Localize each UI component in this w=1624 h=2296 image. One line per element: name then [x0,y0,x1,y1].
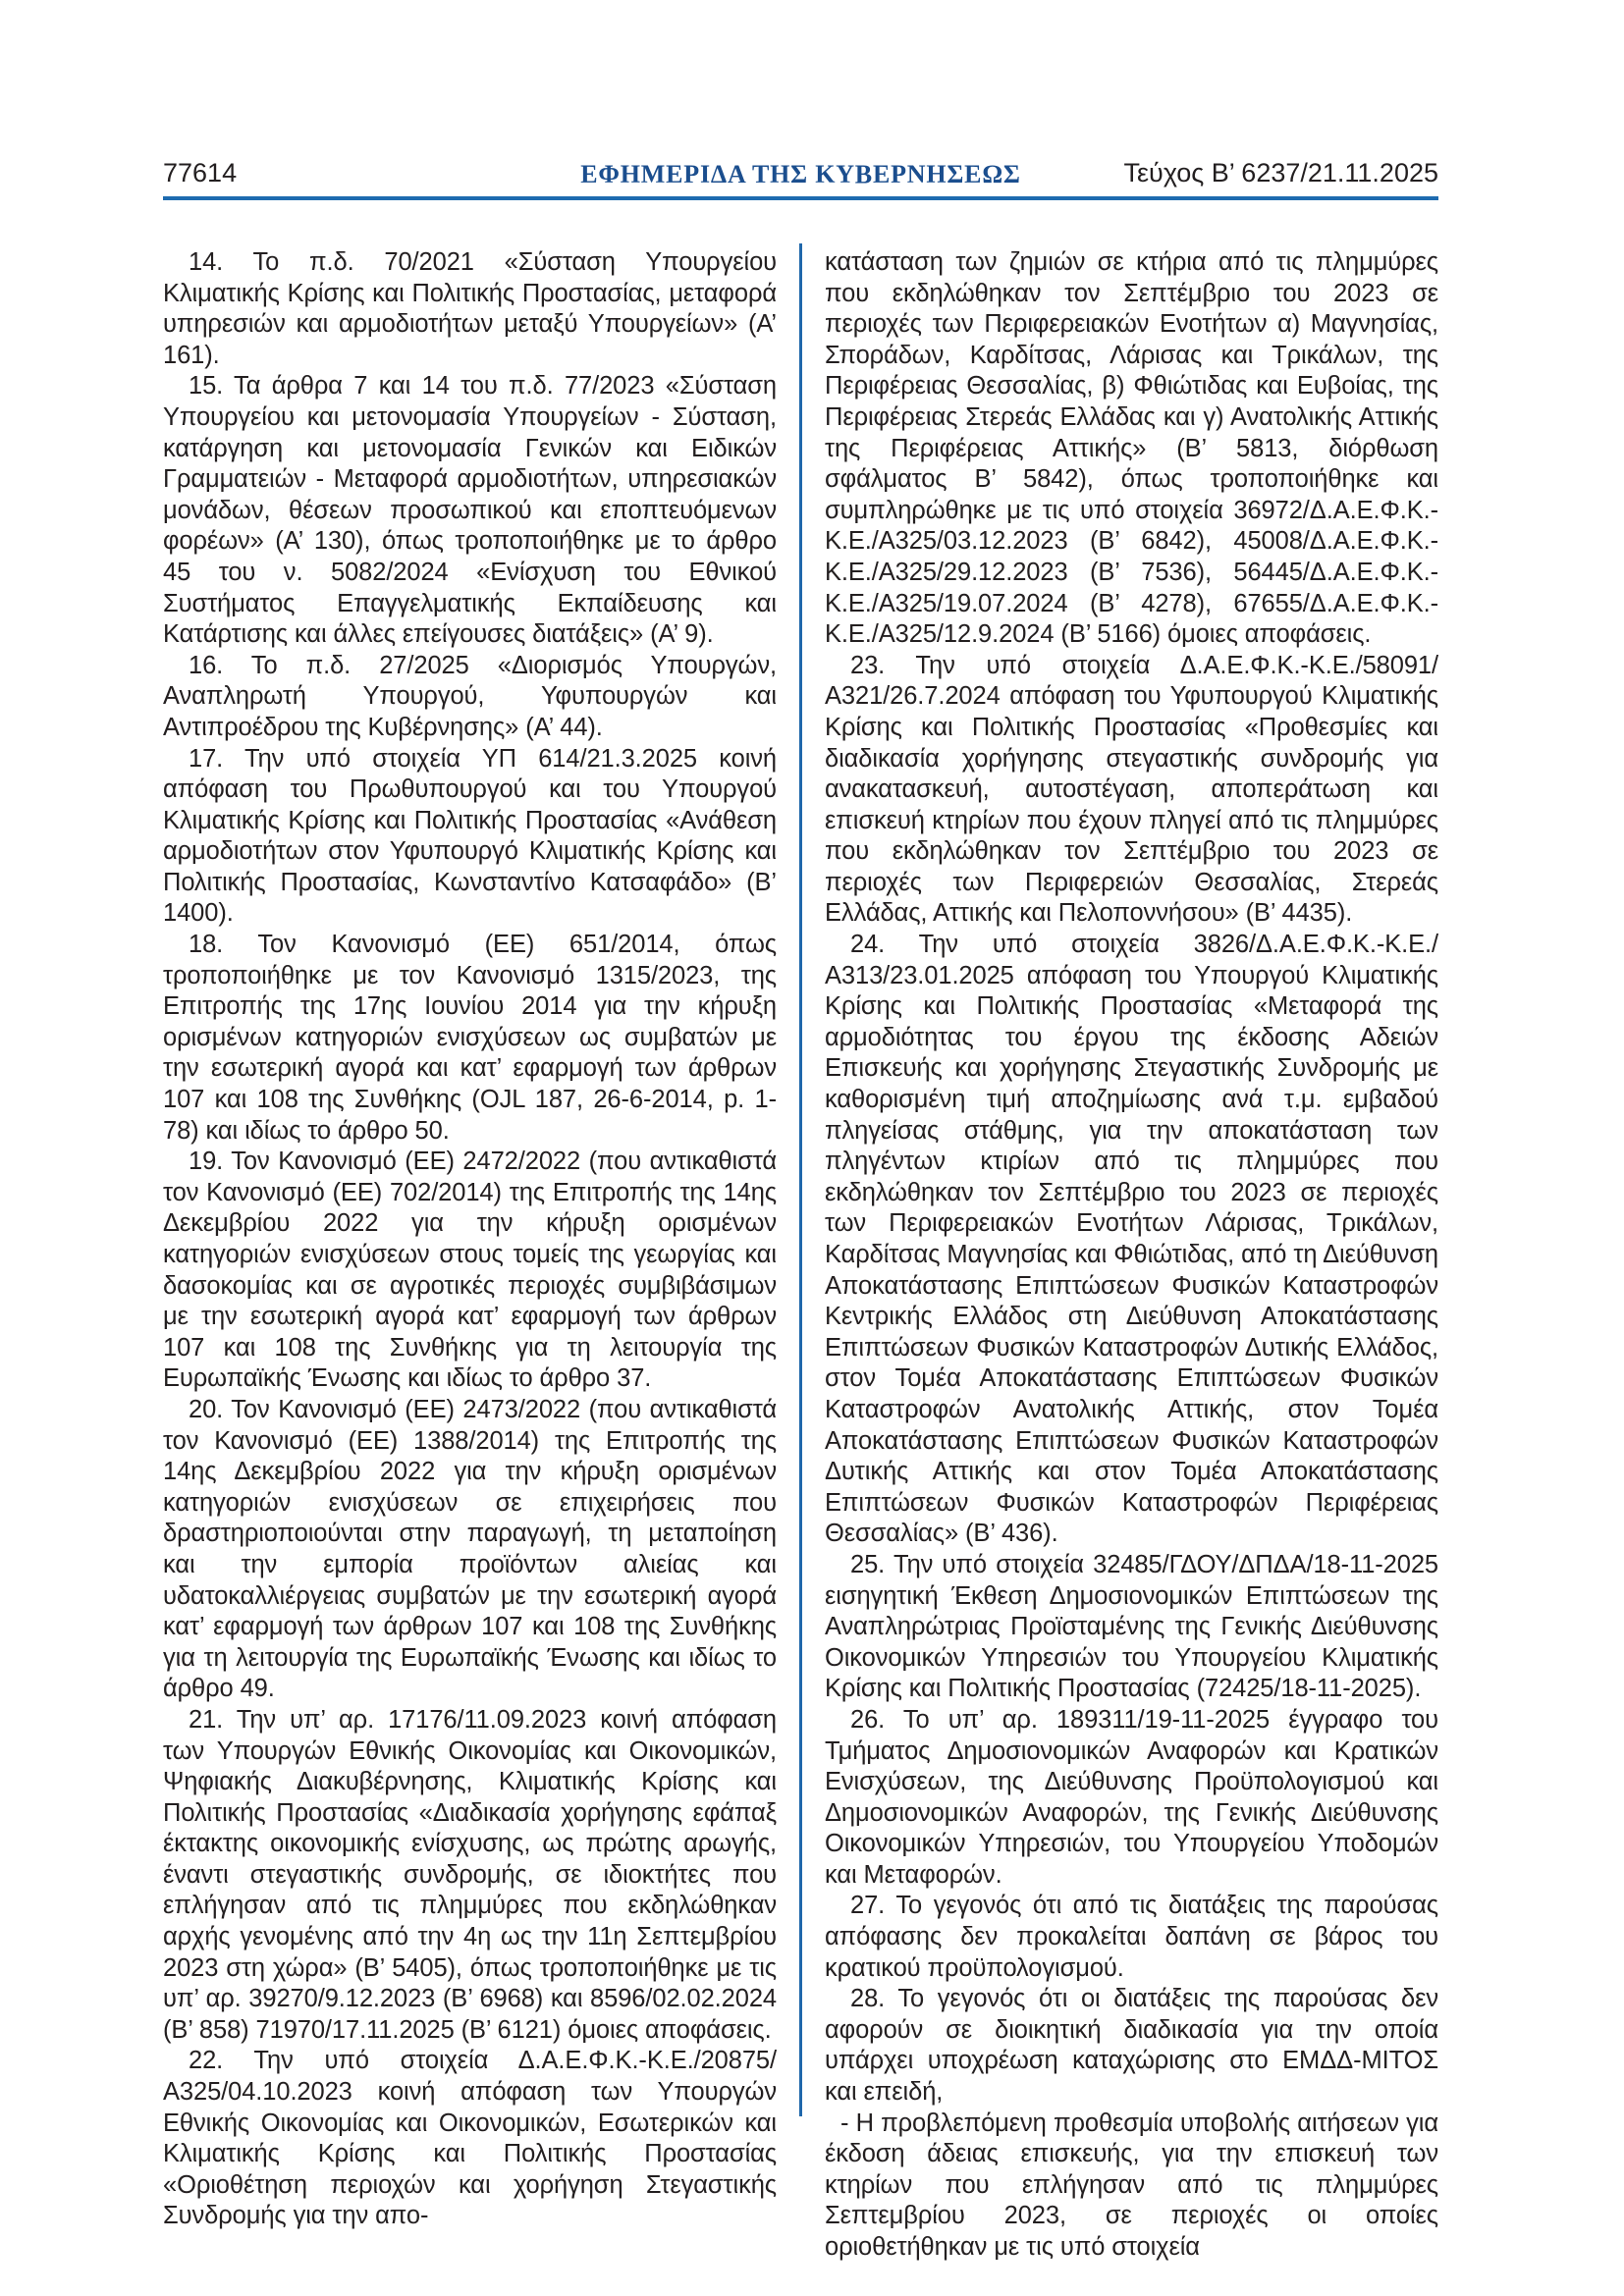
gazette-title: ΕΦΗΜΕΡΙΔΑ ΤΗΣ ΚΥΒΕΡΝΗΣΕΩΣ [580,160,1021,188]
paragraph: 19. Τον Κανονισμό (ΕΕ) 2472/2022 (που αντικαθιστά τον Κανονισμό (ΕΕ) 702/2014) της Επιτροπής της 14ης Δεκεμβρίου 2022 για την κήρυξη ορισμένων κατηγοριών ενισχύσεων στους τομείς της γεωργίας και δασοκομίας και σε αγροτικές περιοχές συμβιβάσιμων με την εσωτερική αγορά κατ’ εφαρμογή των άρθρων 107 και 108 της Συνθήκης για τη λειτουργία της Ευρωπαϊκής Ένωσης και ιδίως το άρθρο 37. [163,1148,777,1393]
paragraph: 21. Την υπ’ αρ. 17176/11.09.2023 κοινή απόφαση των Υπουργών Εθνικής Οικονομίας και Οικονομικών, Ψηφιακής Διακυβέρνησης, Κλιματικής Κρίσης και Πολιτικής Προστασίας «Διαδικασία χορήγησης εφάπαξ έκτακτης οικονομικής ενίσχυσης, ως πρώτης αρωγής, έναντι στεγαστικής συνδρομής, σε ιδιοκτήτες που επλήγησαν από τις πλημμύρες που εκδηλώθηκαν αρχής γενομένης από την 4η ως την 11η Σεπτεμβρίου 2023 στη χώρα» (Β’ 5405), όπως τροποποιήθηκε με τις υπ’ αρ. 39270/9.12.2023 (Β’ 6968) και 8596/02.02.2024 (Β’ 858) 71970/17.11.2025 (Β’ 6121) όμοιες αποφάσεις. [163,1705,777,2044]
issue-number-and-date: Τεύχος Β’ 6237/21.11.2025 [1123,158,1438,187]
text-column-left [163,247,777,2232]
paragraph: 15. Τα άρθρα 7 και 14 του π.δ. 77/2023 «Σύσταση Υπουργείου και μετονομασία Υπουργείων - Σύσταση, κατάργηση και μετονομασία Γενικών και Ειδικών Γραμματειών - Μεταφορά αρμοδιοτήτων, υπηρεσιακών μονάδων, θέσεων προσωπικού και εποπτευόμενων φορέων» (Α’ 130), όπως τροποποιήθηκε με το άρθρο 45 του ν. 5082/2024 «Ενίσχυση του Εθνικού Συστήματος Επαγγελματικής Εκπαίδευσης και Κατάρτισης και άλλες επείγουσες διατάξεις» (Α’ 9). [163,372,777,649]
paragraph: 23. Την υπό στοιχεία Δ.Α.Ε.Φ.Κ.-Κ.Ε./58091/Α321/26.7.2024 απόφαση του Υφυπουργού Κλιματικής Κρίσης και Πολιτικής Προστασίας «Προθεσμίες και διαδικασία χορήγησης στεγαστικής συνδρομής για ανακατασκευή, αυτοστέγαση, αποπεράτωση και επισκευή κτηρίων που έχουν πληγεί από τις πλημμύρες που εκδηλώθηκαν τον Σεπτέμβριο του 2023 σε περιοχές των Περιφερειών Θεσσαλίας, Στερεάς Ελλάδας, Αττικής και Πελοποννήσου» (Β’ 4435). [825,651,1438,928]
paragraph: - Η προβλεπόμενη προθεσμία υποβολής αιτήσεων για έκδοση άδειας επισκευής, για την επισκευή των κτηρίων που επλήγησαν από τις πλημμύρες Σεπτεμβρίου 2023, σε περιοχές οι οποίες οριοθετήθηκαν με τις υπό στοιχεία [825,2109,1438,2261]
paragraph: 27. Το γεγονός ότι από τις διατάξεις της παρούσας απόφασης δεν προκαλείται δαπάνη σε βάρος του κρατικού προϋπολογισμού. [825,1892,1438,1982]
paragraph: 24. Την υπό στοιχεία 3826/Δ.Α.Ε.Φ.Κ.-Κ.Ε./Α313/23.01.2025 απόφαση του Υπουργού Κλιματικής Κρίσης και Πολιτικής Προστασίας «Μεταφορά της αρμοδιότητας του έργου της έκδοσης Αδειών Επισκευής και χορήγησης Στεγαστικής Συνδρομής με καθορισμένη τιμή αποζημίωσης ανά τ.μ. εμβαδού πληγείσας στάθμης, για την αποκατάσταση των πληγέντων κτιρίων από τις πλημμύρες που εκδηλώθηκαν τον Σεπτέμβριο του 2023 σε περιοχές των Περιφερειακών Ενοτήτων Λάρισας, Τρικάλων, Καρδίτσας Μαγνησίας και Φθιώτιδας, από τη Διεύθυνση Αποκατάστασης Επιπτώσεων Φυσικών Καταστροφών Κεντρικής Ελλάδος στη Διεύθυνση Αποκατάστασης Επιπτώσεων Φυσικών Καταστροφών Δυτικής Ελλάδος, στον Τομέα Αποκατάστασης Επιπτώσεων Φυσικών Καταστροφών Ανατολικής Αττικής, στον Τομέα Αποκατάστασης Επιπτώσεων Φυσικών Καταστροφών Δυτικής Αττικής και στον Τομέα Αποκατάστασης Επιπτώσεων Φυσικών Καταστροφών Περιφέρειας Θεσσαλίας» (Β’ 436). [825,931,1438,1548]
paragraph: κατάσταση των ζημιών σε κτήρια από τις πλημμύρες που εκδηλώθηκαν τον Σεπτέμβριο του 2023 σε περιοχές των Περιφερειακών Ενοτήτων α) Μαγνησίας, Σποράδων, Καρδίτσας, Λάρισας και Τρικάλων, της Περιφέρειας Θεσσαλίας, β) Φθιώτιδας και Ευβοίας, της Περιφέρειας Στερεάς Ελλάδας και γ) Ανατολικής Αττικής της Περιφέρειας Αττικής» (Β’ 5813, διόρθωση σφάλματος Β’ 5842), όπως τροποποιήθηκε και συμπληρώθηκε με τις υπό στοιχεία 36972/Δ.Α.Ε.Φ.Κ.-Κ.Ε./Α325/03.12.2023 (Β’ 6842), 45008/Δ.Α.Ε.Φ.Κ.-Κ.Ε./Α325/29.12.2023 (Β’ 7536), 56445/Δ.Α.Ε.Φ.Κ.-Κ.Ε./Α325/19.07.2024 (Β’ 4278), 67655/Δ.Α.Ε.Φ.Κ.-Κ.Ε./Α325/12.9.2024 (Β’ 5166) όμοιες αποφάσεις. [825,248,1438,649]
paragraph: 18. Τον Κανονισμό (ΕΕ) 651/2014, όπως τροποποιήθηκε με τον Κανονισμό 1315/2023, της Επιτροπής της 17ης Ιουνίου 2014 για την κήρυξη ορισμένων κατηγοριών ενισχύσεων ως συμβατών με την εσωτερική αγορά και κατ’ εφαρμογή των άρθρων 107 και 108 της Συνθήκης (OJL 187, 26-6-2014, p. 1-78) και ιδίως το άρθρο 50. [163,931,777,1145]
paragraph: 26. Το υπ’ αρ. 189311/19-11-2025 έγγραφο του Τμήματος Δημοσιονομικών Αναφορών και Κρατικών Ενισχύσεων, της Διεύθυνσης Προϋπολογισμού και Δημοσιονομικών Αναφορών, της Γενικής Διεύθυνσης Οικονομικών Υπηρεσιών, του Υπουργείου Υποδομών και Μεταφορών. [825,1705,1438,1889]
header-rule [163,196,1438,200]
column-divider-rule [799,243,802,2116]
paragraph: 16. Το π.δ. 27/2025 «Διορισμός Υπουργών, Αναπληρωτή Υπουργού, Υφυπουργών και Αντιπροέδρου της Κυβέρνησης» (Α’ 44). [163,651,777,741]
text-column-right [825,247,1438,2264]
paragraph: 25. Την υπό στοιχεία 32485/ΓΔΟΥ/ΔΠΔΑ/18-11-2025 εισηγητική Έκθεση Δημοσιονομικών Επιπτώσεων της Αναπληρώτριας Προϊσταμένης της Γενικής Διεύθυνσης Οικονομικών Υπηρεσιών του Υπουργείου Κλιματικής Κρίσης και Πολιτικής Προστασίας (72425/18-11-2025). [825,1550,1438,1703]
paragraph: 28. Το γεγονός ότι οι διατάξεις της παρούσας δεν αφορούν σε διοικητική διαδικασία για την οποία υπάρχει υποχρέωση καταχώρισης στο ΕΜΔΔ-ΜΙΤΟΣ και επειδή, [825,1985,1438,2107]
paragraph: 14. Το π.δ. 70/2021 «Σύσταση Υπουργείου Κλιματικής Κρίσης και Πολιτικής Προστασίας, μεταφορά υπηρεσιών και αρμοδιοτήτων μεταξύ Υπουργείων» (Α’ 161). [163,248,777,369]
page-number: 77614 [163,158,238,187]
paragraph: 17. Την υπό στοιχεία ΥΠ 614/21.3.2025 κοινή απόφαση του Πρωθυπουργού και του Υπουργού Κλιματικής Κρίσης και Πολιτικής Προστασίας «Ανάθεση αρμοδιοτήτων στον Υφυπουργό Κλιματικής Κρίσης και Πολιτικής Προστασίας, Κωνσταντίνο Κατσαφάδο» (Β’ 1400). [163,744,777,928]
paragraph: 20. Τον Κανονισμό (ΕΕ) 2473/2022 (που αντικαθιστά τον Κανονισμό (ΕΕ) 1388/2014) της Επιτροπής της 14ης Δεκεμβρίου 2022 για την κήρυξη ορισμένων κατηγοριών ενισχύσεων σε επιχειρήσεις που δραστηριοποιούνται στην παραγωγή, τη μεταποίηση και την εμπορία προϊόντων αλιείας και υδατοκαλλιέργειας συμβατών με την εσωτερική αγορά κατ’ εφαρμογή των άρθρων 107 και 108 της Συνθήκης για τη λειτουργία της Ευρωπαϊκής Ένωσης και ιδίως το άρθρο 49. [163,1395,777,1703]
paragraph: 22. Την υπό στοιχεία Δ.Α.Ε.Φ.Κ.-Κ.Ε./20875/Α325/04.10.2023 κοινή απόφαση των Υπουργών Εθνικής Οικονομίας και Οικονομικών, Εσωτερικών και Κλιματικής Κρίσης και Πολιτικής Προστασίας «Οριοθέτηση περιοχών και χορήγηση Στεγαστικής Συνδρομής για την απο- [163,2047,777,2230]
